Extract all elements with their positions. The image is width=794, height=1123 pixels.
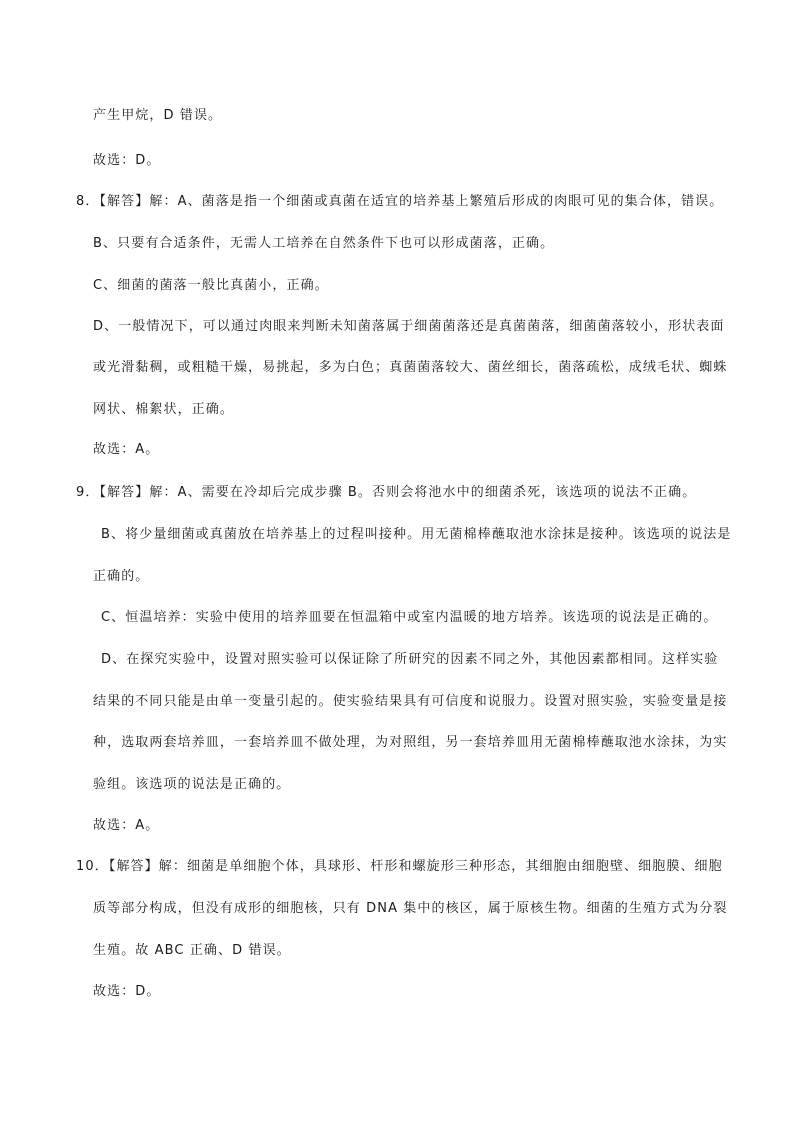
text-line: 产生甲烷，D 错误。 (93, 108, 223, 123)
text-line: 种，选取两套培养皿，一套培养皿不做处理，为对照组，另一套培养皿用无菌棉棒蘸取池水涂抹，为实 (93, 735, 728, 750)
text-line: 网状、棉絮状，正确。 (93, 402, 235, 417)
text-line: 或光滑黏稠，或粗糙干燥，易挑起，多为白色；真菌菌落较大、菌丝细长，菌落疏松，成绒毛状、蜘蛛 (93, 360, 728, 375)
question-8-answer: 8．【解答】解：A、菌落是指一个细菌或真菌在适宜的培养基上繁殖后形成的肉眼可见的集合体，错误。 (76, 194, 724, 209)
text-line: 故选：D。 (93, 984, 161, 999)
text-line: B、将少量细菌或真菌放在培养基上的过程叫接种。用无菌棉棒蘸取池水涂抹是接种。该选项的说法是 (101, 527, 732, 542)
text-line: 故选：A。 (93, 818, 160, 833)
text-line: C、细菌的菌落一般比真菌小，正确。 (93, 278, 329, 293)
text-line: C、恒温培养：实验中使用的培养皿要在恒温箱中或室内温暖的地方培养。该选项的说法是正确的。 (101, 610, 718, 625)
text-line: 结果的不同只能是由单一变量引起的。使实验结果具有可信度和说服力。设置对照实验，实验变量是接 (93, 694, 728, 709)
text-line: B、只要有合适条件，无需人工培养在自然条件下也可以形成菌落，正确。 (93, 236, 555, 251)
text-line: 故选：A。 (93, 442, 160, 457)
text-line: D、一般情况下，可以通过肉眼来判断未知菌落属于细菌菌落还是真菌菌落，细菌菌落较小，形状表面 (93, 319, 725, 334)
question-9-answer: 9．【解答】解：A、需要在冷却后完成步骤 B。否则会将池水中的细菌杀死，该选项的说法不正确。 (76, 485, 697, 500)
text-line: 生殖。故 ABC 正确、D 错误。 (93, 943, 291, 958)
text-line: 正确的。 (93, 569, 150, 584)
question-10-answer: 10．【解答】解：细菌是单细胞个体，具球形、杆形和螺旋形三种形态，其细胞由细胞壁、细胞膜、细胞 (76, 859, 723, 874)
text-line: 质等部分构成，但没有成形的细胞核，只有 DNA 集中的核区，属于原核生物。细菌的生殖方式为分裂 (93, 901, 728, 916)
text-line: 验组。该选项的说法是正确的。 (93, 777, 291, 792)
text-line: 故选：D。 (93, 153, 161, 168)
text-line: D、在探究实验中，设置对照实验可以保证除了所研究的因素不同之外，其他因素都相同。这样实验 (101, 652, 719, 667)
